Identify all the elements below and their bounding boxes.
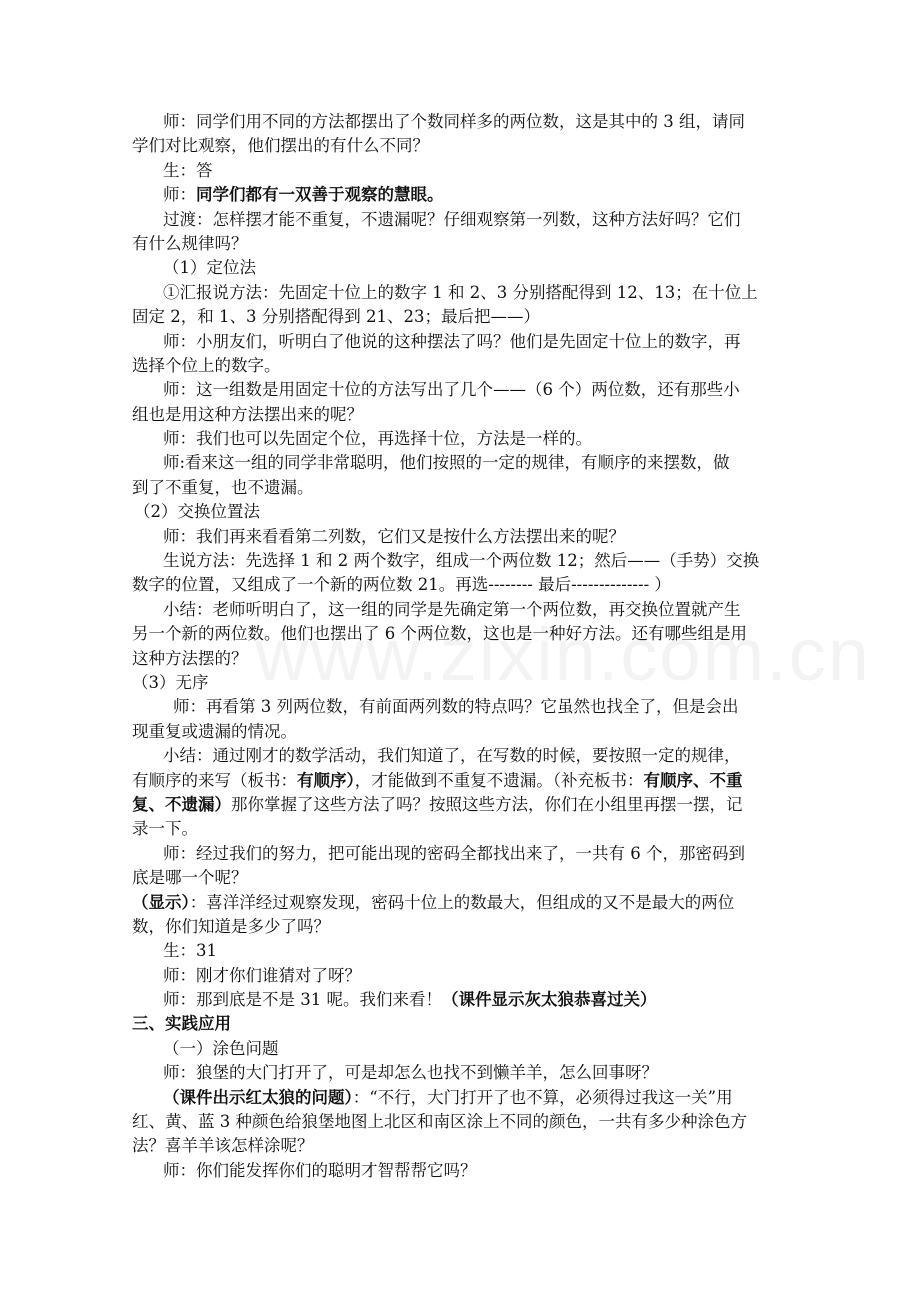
text-line [132, 305, 822, 329]
text-line [132, 281, 822, 305]
text-run: 学们对比观察，他们摆出的有什么不同？ [132, 136, 429, 156]
text-line [132, 1134, 822, 1158]
text-run: 数，你们知道是多少了吗？ [132, 916, 330, 936]
text-run: （1）定位法 [163, 258, 256, 278]
text-run: 小结：通过刚才的数学活动，我们知道了，在写数的时候，要按照一定的规律， [163, 746, 741, 766]
text-line [132, 793, 822, 817]
text-run: 小结：老师听明白了，这一组的同学是先确定第一个两位数，再交换位置就产生 [163, 599, 741, 619]
text-line [132, 1110, 822, 1134]
text-line [132, 671, 822, 695]
bold-text: （课件显示灰太狼恭喜过关） [442, 990, 657, 1010]
text-line [132, 817, 822, 841]
text-line [132, 1159, 822, 1183]
text-line [132, 525, 822, 549]
text-run: （2）交换位置法 [134, 502, 260, 522]
text-line [132, 208, 822, 232]
text-line [132, 330, 822, 354]
text-run: 师：经过我们的努力，把可能出现的密码全都找出来了，一共有 6 个，那密码到 [163, 843, 745, 863]
text-line [132, 744, 822, 768]
text-line [132, 403, 822, 427]
text-run: ①汇报说方法：先固定十位上的数字 1 和 2、3 分别搭配得到 12、13；在十位上 [163, 282, 758, 302]
text-line [132, 647, 822, 671]
bold-text: 同学们都有一双善于观察的慧眼。 [196, 185, 444, 205]
text-run: 师：你们能发挥你们的聪明才智帮帮它吗？ [163, 1160, 477, 1180]
text-line [132, 1012, 822, 1036]
text-line [132, 1061, 822, 1085]
bold-text: 三、实践应用 [132, 1014, 231, 1034]
text-run: 那你掌握了这些方法了吗？按照这些方法，你们在小组里再摆一摆，记 [231, 794, 743, 814]
bold-text: （课件出示红太狼的问题） [163, 1087, 353, 1107]
text-run: 到了不重复，也不遗漏。 [132, 477, 314, 497]
text-run: 师：刚才你们谁猜对了呀？ [163, 965, 361, 985]
text-line [132, 1086, 822, 1110]
text-run: 数字的位置，又组成了一个新的两位数 21。再选-------- 最后-------------- ） [132, 575, 671, 595]
text-line [132, 549, 822, 573]
text-line [132, 256, 822, 280]
text-run: 师：同学们用不同的方法都摆出了个数同样多的两位数，这是其中的 3 组，请同 [163, 112, 745, 131]
text-run: 生说方法：先选择 1 和 2 两个数字，组成一个两位数 12；然后——（手势）交换 [163, 551, 760, 571]
text-run: 过渡：怎样摆才能不重复，不遗漏呢？仔细观察第一列数，这种方法好吗？它们 [163, 209, 741, 229]
text-run: 师：这一组数是用固定十位的方法写出了几个——（6 个）两位数，还有那些小 [163, 380, 740, 400]
text-line [132, 988, 822, 1012]
bold-text: 复、不遗漏） [132, 794, 231, 814]
text-run: 有顺序的来写（板书： [132, 770, 297, 790]
text-line [132, 939, 822, 963]
text-run: （3）无序 [132, 672, 209, 692]
text-line [132, 866, 822, 890]
text-run: 组也是用这种方法摆出来的呢？ [132, 404, 363, 424]
text-run: 师：我们再来看看第二列数，它们又是按什么方法摆出来的呢？ [163, 526, 625, 546]
text-line [132, 598, 822, 622]
text-run: （一）涂色问题 [163, 1038, 279, 1058]
text-run: 另一个新的两位数。他们也摆出了 6 个两位数，这也是一种好方法。还有哪些组是用 [132, 624, 747, 644]
text-line [132, 110, 822, 134]
text-run: ，才能做到不重复不遗漏。（补充板书： [354, 770, 644, 790]
text-line [132, 500, 822, 524]
text-run: 录一下。 [132, 819, 198, 839]
text-run: 法？喜羊羊该怎样涂呢？ [132, 1136, 314, 1156]
text-run: 师：再看第 3 列两位数，有前面两列数的特点吗？它虽然也找全了，但是会出 [173, 697, 739, 717]
text-run: 师:看来这一组的同学非常聪明，他们按照的一定的规律，有顺序的来摆数，做 [163, 453, 730, 473]
text-run: 生：31 [163, 941, 217, 961]
text-line [132, 159, 822, 183]
document-body [132, 110, 822, 1183]
text-run: 现重复或遗漏的情况。 [132, 721, 297, 741]
text-line [132, 1037, 822, 1061]
text-line [132, 183, 822, 207]
text-run: 有什么规律吗？ [132, 233, 248, 253]
text-line [132, 476, 822, 500]
text-line [132, 573, 822, 597]
text-run: ：“不行，大门打开了也不算，必须得过我这一关”用 [352, 1087, 733, 1107]
text-line [132, 232, 822, 256]
text-line [132, 915, 822, 939]
text-run: 固定 2，和 1、3 分别搭配得到 21、23；最后把——） [132, 307, 540, 327]
text-line [132, 134, 822, 158]
bold-text: 有顺序） [297, 770, 355, 790]
text-line [132, 427, 822, 451]
text-line [132, 354, 822, 378]
text-line [132, 842, 822, 866]
text-run: 底是哪一个呢？ [132, 868, 248, 888]
bold-text: （显示） [132, 892, 190, 912]
text-line [132, 451, 822, 475]
bold-text: 有顺序、不重 [643, 770, 743, 790]
text-run: 选择个位上的数字。 [132, 355, 281, 375]
text-run: 师：狼堡的大门打开了，可是却怎么也找不到懒羊羊，怎么回事呀？ [163, 1063, 658, 1083]
text-run: 红、黄、蓝 3 种颜色给狼堡地图上北区和南区涂上不同的颜色，一共有多少种涂色方 [132, 1112, 747, 1132]
text-line [132, 891, 822, 915]
text-line [132, 622, 822, 646]
text-line [132, 769, 822, 793]
text-run: 生：答 [163, 160, 213, 180]
text-line [132, 720, 822, 744]
text-run: 师：小朋友们，听明白了他说的这种摆法了吗？他们是先固定十位上的数字，再 [163, 331, 741, 351]
text-run: 师：那到底是不是 31 呢。我们来看！ [163, 990, 442, 1010]
text-run: 这种方法摆的？ [132, 648, 248, 668]
text-run: 师： [163, 185, 196, 205]
text-line [132, 695, 822, 719]
text-line [132, 378, 822, 402]
text-line [132, 964, 822, 988]
text-run: ：喜洋洋经过观察发现，密码十位上的数最大，但组成的又不是最大的两位 [189, 892, 735, 912]
text-run: 师：我们也可以先固定个位，再选择十位，方法是一样的。 [163, 429, 592, 449]
